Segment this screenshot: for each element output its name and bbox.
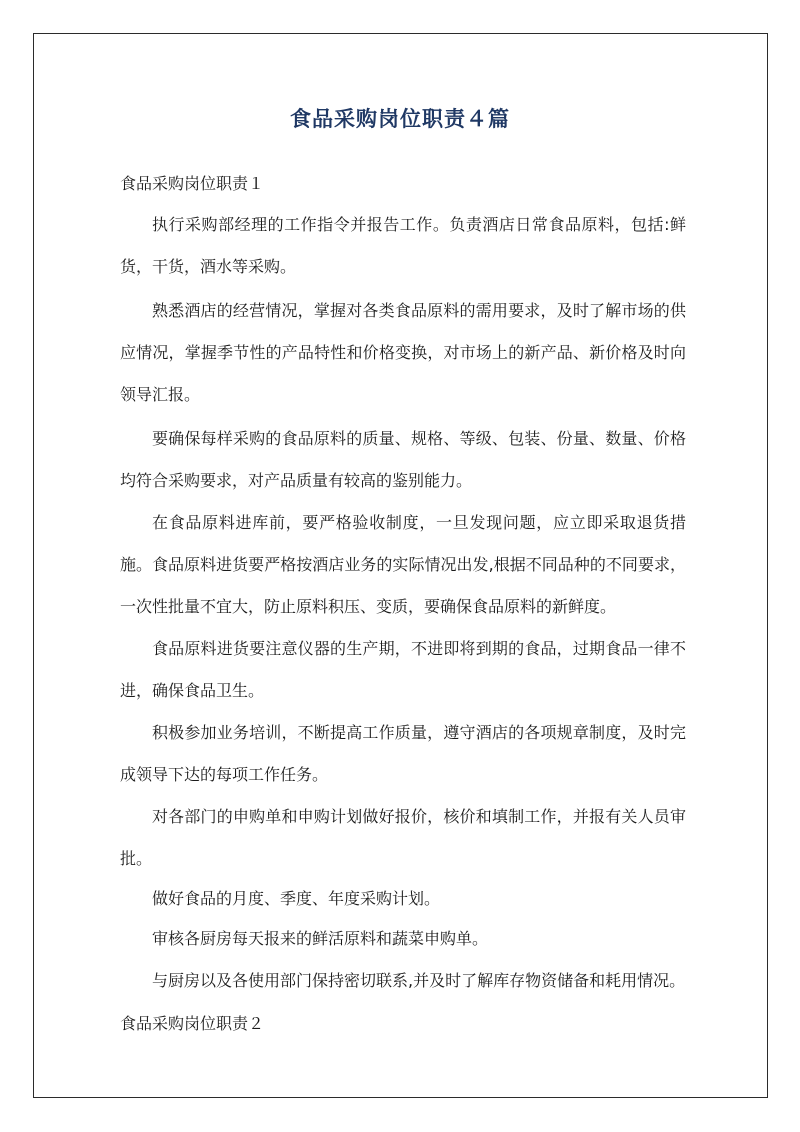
section-heading-2: 食品采购岗位职责２ [120,1014,265,1033]
paragraph-1: 执行采购部经理的工作指令并报告工作。负责酒店日常食品原料，包括:鲜货，干货，酒水等采购。 [120,215,686,276]
section-heading-1: 食品采购岗位职责１ [120,174,265,193]
paragraph-7: 积极参加业务培训，不断提高工作质量，遵守酒店的各项规章制度，及时完成领导下达的每项工作任务。 [120,723,686,784]
paragraph-10: 审核各厨房每天报来的鲜活原料和蔬菜申购单。 [152,929,489,948]
paragraph-9: 做好食品的月度、季度、年度采购计划。 [152,889,441,908]
paragraph-6: 食品原料进货要注意仪器的生产期，不进即将到期的食品，过期食品一律不进，确保食品卫生。 [120,639,686,700]
paragraph-11: 与厨房以及各使用部门保持密切联系,并及时了解库存物资储备和耗用情况。 [152,971,686,990]
paragraph-2: 熟悉酒店的经营情况，掌握对各类食品原料的需用要求，及时了解市场的供应情况，掌握季节性的产品特性和价格变换，对市场上的新产品、新价格及时向领导汇报。 [120,301,686,404]
paragraph-8: 对各部门的申购单和申购计划做好报价，核价和填制工作，并报有关人员审批。 [120,807,686,868]
paragraph-4: 在食品原料进库前，要严格验收制度，一旦发现问题，应立即采取退货措施。 [120,513,686,574]
paragraph-3: 要确保每样采购的食品原料的质量、规格、等级、包装、份量、数量、价格均符合采购要求，对产品质量有较高的鉴别能力。 [120,429,686,490]
paragraph-5: 食品原料进货要严格按酒店业务的实际情况出发,根据不同品种的不同要求，一次性批量不宜大，防止原料积压、变质，要确保食品原料的新鲜度。 [120,555,686,616]
document-title: 食品采购岗位职责４篇 [290,107,510,131]
